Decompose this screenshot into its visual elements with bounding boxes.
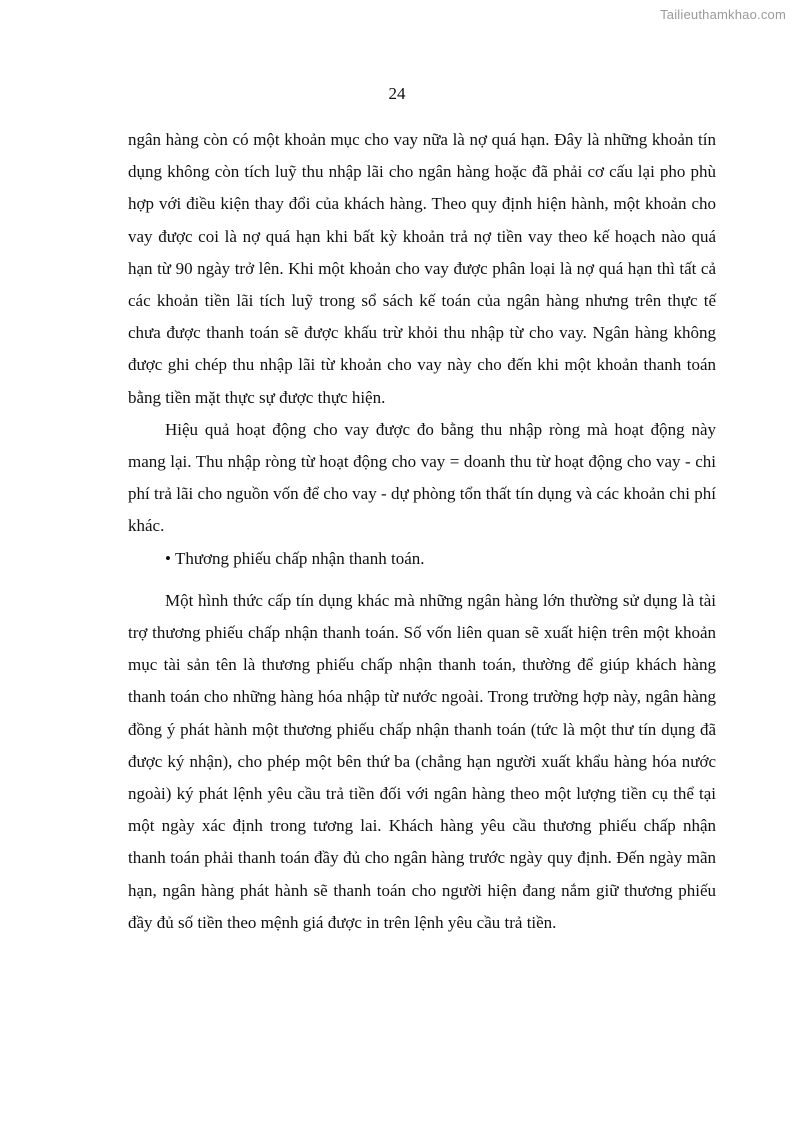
watermark: Tailieuthamkhao.com <box>660 7 786 22</box>
bullet-dot-icon: • <box>165 548 171 568</box>
bullet-item-label: Thương phiếu chấp nhận thanh toán. <box>174 548 425 568</box>
paragraph-lending-efficiency: Hiệu quả hoạt động cho vay được đo bằng thu nhập ròng mà hoạt động này mang lại. Thu nhập ròng từ hoạt động cho vay = doanh thu từ hoạt động cho vay - chi phí trả lãi cho nguồn vốn để cho vay - dự phòng tổn thất tín dụng và các khoản chi phí khác. <box>128 419 716 536</box>
document-body <box>128 124 716 939</box>
paragraph-bankers-acceptance: Một hình thức cấp tín dụng khác mà những ngân hàng lớn thường sử dụng là tài trợ thương phiếu chấp nhận thanh toán. Số vốn liên quan sẽ xuất hiện trên một khoản mục tài sản tên là thương phiếu chấp nhận thanh toán, thường để giúp khách hàng thanh toán cho những hàng hóa nhập từ nước ngoài. Trong trường hợp này, ngân hàng đồng ý phát hành một thương phiếu chấp nhận thanh toán (tức là một thư tín dụng đã được ký nhận), cho phép một bên thứ ba (chẳng hạn người xuất khẩu hàng hóa nước ngoài) ký phát lệnh yêu cầu trả tiền đối với ngân hàng theo một lượng tiền cụ thể tại một ngày xác định trong tương lai. Khách hàng yêu cầu thương phiếu chấp nhận thanh toán phải thanh toán đầy đủ cho ngân hàng trước ngày quy định. Đến ngày mãn hạn, ngân hàng phát hành sẽ thanh toán cho người hiện đang nắm giữ thương phiếu đầy đủ số tiền theo mệnh giá được in trên lệnh yêu cầu trả tiền. <box>128 590 716 932</box>
page-number: 24 <box>388 84 406 103</box>
section-spacer <box>128 575 716 585</box>
bullet-item-acceptance <box>128 543 716 575</box>
paragraph-overdue-loans: ngân hàng còn có một khoản mục cho vay nữa là nợ quá hạn. Đây là những khoản tín dụng không còn tích luỹ thu nhập lãi cho ngân hàng hoặc đã phải cơ cấu lại pho phù hợp với điều kiện thay đổi của khách hàng. Theo quy định hiện hành, một khoản cho vay được coi là nợ quá hạn khi bất kỳ khoản trả nợ tiền vay theo kế hoạch nào quá hạn từ 90 ngày trở lên. Khi một khoản cho vay được phân loại là nợ quá hạn thì tất cả các khoản tiền lãi tích luỹ trong sổ sách kế toán của ngân hàng nhưng trên thực tế chưa được thanh toán sẽ được khấu trừ khỏi thu nhập từ cho vay. Ngân hàng không được ghi chép thu nhập lãi từ khoản cho vay này cho đến khi một khoản thanh toán bằng tiền mặt thực sự được thực hiện. <box>128 130 716 407</box>
